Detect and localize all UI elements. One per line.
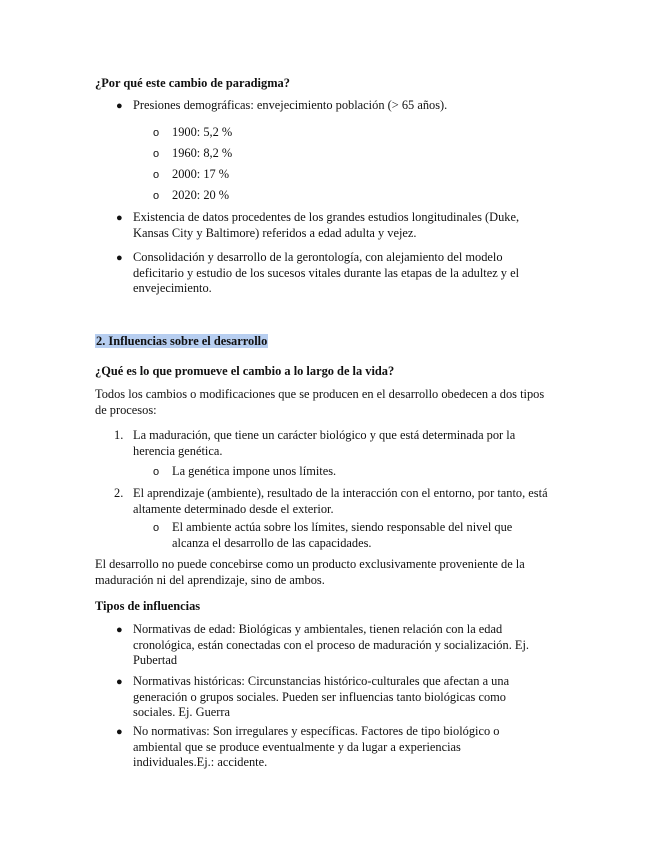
sub-list-item: 1900: 5,2 % <box>172 125 233 139</box>
numbered-item: El aprendizaje (ambiente), resultado de la interacción con el entorno, por tanto, está altamente determinado desde el exterior. <box>133 486 548 516</box>
list-number: 1. <box>114 428 124 442</box>
bullet-icon: ● <box>116 212 123 224</box>
section-question: ¿Qué es lo que promueve el cambio a lo largo de la vida? <box>95 364 395 378</box>
bullet-icon: ● <box>116 252 123 264</box>
list-number: 2. <box>114 486 124 500</box>
sub-list-item: El ambiente actúa sobre los límites, siendo responsable del nivel que alcanza el desarrollo de las capacidades. <box>172 520 513 550</box>
list-item: Existencia de datos procedentes de los grandes estudios longitudinales (Duke, Kansas City y Baltimore) referidos a edad adulta y vejez. <box>133 210 520 240</box>
bullet-icon: ● <box>116 676 123 688</box>
sub-list-item: La genética impone unos límites. <box>172 464 337 478</box>
conclusion-paragraph: El desarrollo no puede concebirse como un producto exclusivamente proveniente de la maduración ni del aprendizaje, sino de ambos. <box>95 557 525 587</box>
sub-list-item: 2020: 20 % <box>172 188 230 202</box>
bullet-icon: ● <box>116 726 123 738</box>
intro-paragraph: Todos los cambios o modificaciones que se producen en el desarrollo obedecen a dos tipos de procesos: <box>95 387 545 417</box>
sub-bullet-icon: o <box>153 148 160 160</box>
list-item: Consolidación y desarrollo de la gerontología, con alejamiento del modelo deficitario y estudio de los sucesos vitales durante las etapas de la adultez y el envejecimiento. <box>133 250 520 295</box>
section-heading: ¿Por qué este cambio de paradigma? <box>95 76 290 90</box>
sub-list-item: 2000: 17 % <box>172 167 230 181</box>
sub-bullet-icon: o <box>153 466 160 478</box>
list-item: No normativas: Son irregulares y específicas. Factores de tipo biológico o ambiental que se produce eventualmente y da lugar a experiencias individuales.Ej.: accidente. <box>133 724 500 769</box>
sub-bullet-icon: o <box>153 169 160 181</box>
list-item: Normativas históricas: Circunstancias histórico-culturales que afectan a una generación o grupos sociales. Pueden ser influencias tanto biológicas como sociales. Ej. Guerra <box>133 674 510 719</box>
section-title <box>95 334 545 350</box>
sub-list-item: 1960: 8,2 % <box>172 146 233 160</box>
sub-bullet-icon: o <box>153 190 160 202</box>
bullet-icon: ● <box>116 100 123 112</box>
sub-bullet-icon: o <box>153 127 160 139</box>
sub-bullet-icon: o <box>153 522 160 534</box>
numbered-item: La maduración, que tiene un carácter biológico y que está determinada por la herencia genética. <box>133 428 516 458</box>
bullet-icon: ● <box>116 624 123 636</box>
types-heading: Tipos de influencias <box>95 599 201 613</box>
list-item: Presiones demográficas: envejecimiento población (> 65 años). <box>133 98 448 112</box>
highlighted-title: 2. Influencias sobre el desarrollo <box>96 334 268 348</box>
list-item: Normativas de edad: Biológicas y ambientales, tienen relación con la edad cronológica, están conectadas con el proceso de maduración y socialización. Ej. Pubertad <box>133 622 529 667</box>
